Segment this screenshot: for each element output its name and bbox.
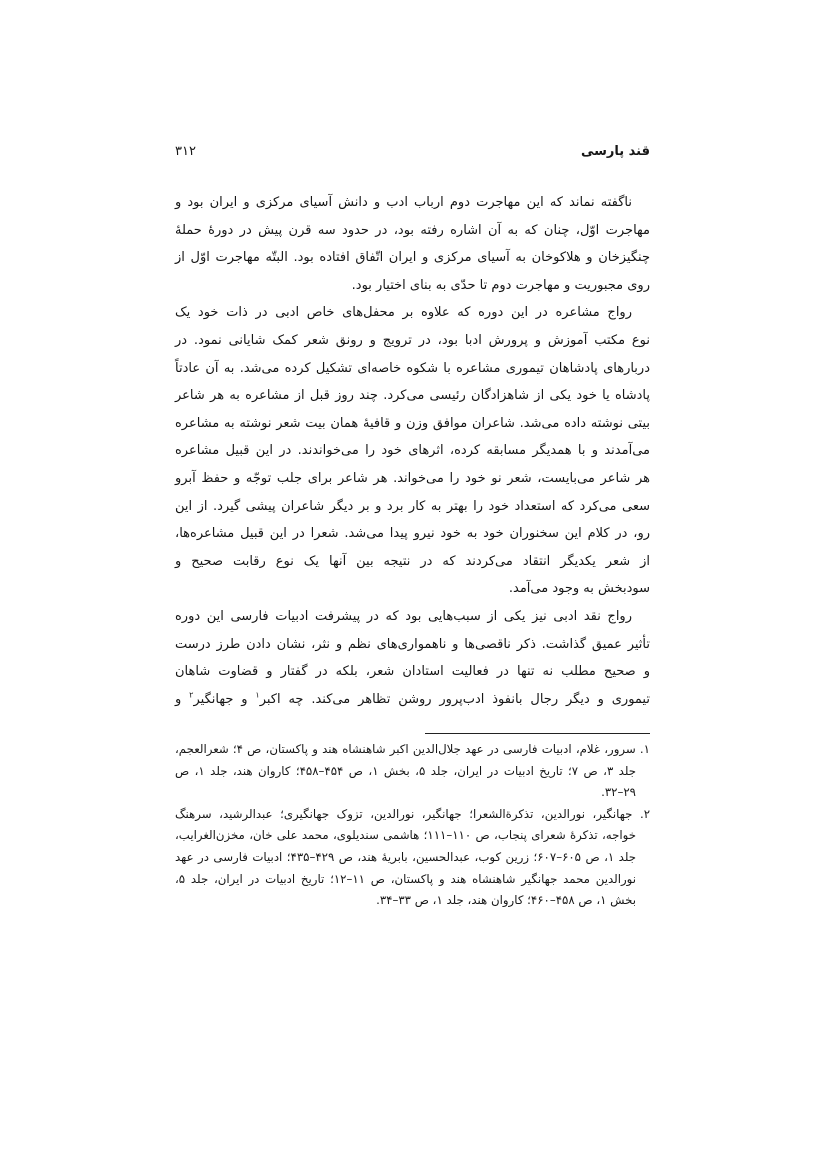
running-title: قند پارسی xyxy=(580,144,650,159)
page-number: ۳۱۲ xyxy=(175,144,196,159)
text-line: هر شاعر می‌بایست، شعر نو خود را می‌خواند. هر شاعر برای جلب توجّه و حفظ آبرو xyxy=(175,470,650,486)
text-line: سودبخش به وجود می‌آمد. xyxy=(508,581,650,597)
footnote-ref-2: ۲ xyxy=(189,690,194,700)
running-header xyxy=(175,142,650,162)
paragraph-2 xyxy=(175,299,650,603)
paragraph-3 xyxy=(175,603,650,713)
text-segment: و xyxy=(175,691,190,707)
text-line: از شعر یکدیگر انتقاد می‌کردند که در نتیجه بین آنها یک نوع رقابت صحیح و xyxy=(175,553,650,569)
footnotes xyxy=(175,739,650,912)
text-line: ناگفته نماند که این مهاجرت دوم ارباب ادب و دانش آسیای مرکزی و ایران بود و xyxy=(175,195,632,210)
text-line: رواج نقد ادبی نیز یکی از سبب‌هایی بود که در پیشرفت ادبیات فارسی این دوره xyxy=(175,608,632,624)
paragraph-1 xyxy=(175,189,650,299)
footnote-line: خواجه، تذکرهٔ شعرای پنجاب، ص ۱۱۰–۱۱۱؛ هاشمی سندیلوی، محمد علی خان، مخزن‌الغرایب، xyxy=(175,828,636,843)
text-line: روی مجبوریت و مهاجرت دوم تا حدّی به بنای اختیار بود. xyxy=(351,277,650,293)
footnote-ref-1: ۱ xyxy=(255,690,260,700)
text-line: دربارهای پادشاهان تیموری مشاعره با شکوه خاصه‌ای تشکیل کرده می‌شد. به آن عادتاً xyxy=(175,360,650,376)
footnote-2 xyxy=(175,804,650,912)
text-line: و صحیح مطلب نه تنها در فعالیت استادان شعر، بلکه در گفتار و قضاوت شاهان xyxy=(175,664,650,680)
footnote-line: ۱. سرور، غلام، ادبیات فارسی در عهد جلال‌الدین اکبر شاهنشاه هند و پاکستان، ص ۴؛ شعرالعجم، xyxy=(175,742,650,756)
text-line xyxy=(175,686,650,714)
footnote-line: جلد ۱، ص ۶۰۵–۶۰۷؛ زرین کوب، عبدالحسین، بابریهٔ هند، ص ۴۲۹–۴۳۵؛ ادبیات فارسی در عهد xyxy=(175,849,636,864)
text-segment: و جهانگیر xyxy=(193,691,256,707)
text-line: می‌آمدند و با همدیگر مسابقه کرده، اثرهای خود را می‌خواندند. در این قبیل مشاعره xyxy=(175,443,650,459)
footnote-separator xyxy=(425,733,650,734)
text-line: نوع مکتب آموزش و پرورش ادبا بود، در ترویج و رونق شعر کمک شایانی نمود. در xyxy=(175,332,650,348)
text-line: تأثیر عمیق گذاشت. ذکر ناقصی‌ها و ناهمواری‌های نظم و نثر، نشان دادن طرز درست xyxy=(175,636,650,652)
footnote-line: بخش ۱، ص ۴۵۸–۴۶۰؛ کاروان هند، جلد ۱، ص ۳۳–۳۴. xyxy=(376,893,636,908)
text-line: بیتی نوشته داده می‌شد. شاعران موافق وزن و قافیهٔ همان بیت شعر نوشته به مشاعره xyxy=(175,415,650,431)
text-line: پادشاه یا خود یکی از شاهزادگان رئیسی می‌کرد. چند روز قبل از مشاعره به هر شاعر xyxy=(175,388,650,404)
text-line: رواج مشاعره در این دوره که علاوه بر محفل‌های خاص ادبی در ذات خود یک xyxy=(175,305,632,321)
main-text xyxy=(175,189,650,713)
text-segment: تیموری و دیگر رجال بانفوذ ادب‌پرور روشن تظاهر می‌کند. چه اکبر xyxy=(259,691,650,707)
footnote-line: ۲۹–۳۲. xyxy=(601,785,636,800)
footnote-line: جلد ۳، ص ۷؛ تاریخ ادبیات در ایران، جلد ۵، بخش ۱، ص ۴۵۴–۴۵۸؛ کاروان هند، جلد ۱، ص xyxy=(175,763,637,778)
footnote-1 xyxy=(175,739,650,804)
text-line: سعی می‌کرد که استعداد خود را بهتر به کار برد و بر دیگر شاعران پیشی گیرد. از این xyxy=(175,498,650,514)
footnote-line: نورالدین محمد جهانگیر شاهنشاه هند و پاکستان، ص ۱۱–۱۲؛ تاریخ ادبیات در ایران، جلد ۵، xyxy=(175,871,637,886)
text-line: مهاجرت اوّل، چنان که به آن اشاره رفته بود، در حدود سه قرن پیش در دورهٔ حملهٔ xyxy=(175,222,650,238)
text-line: چنگیزخان و هلاکوخان به آسیای مرکزی و ایران اتّفاق افتاده بود. البتّه مهاجرت اوّل از xyxy=(175,250,650,266)
footnote-line: ۲. جهانگیر، نورالدین، تذکرةالشعرا؛ جهانگیر، نورالدین، تزوک جهانگیری؛ عبدالرشید، سرهنگ xyxy=(175,806,650,821)
text-line: رو، در کلام این سخنوران خود به خود نیرو پیدا می‌شد. شعرا در این قبیل مشاعره‌ها، xyxy=(175,526,650,542)
